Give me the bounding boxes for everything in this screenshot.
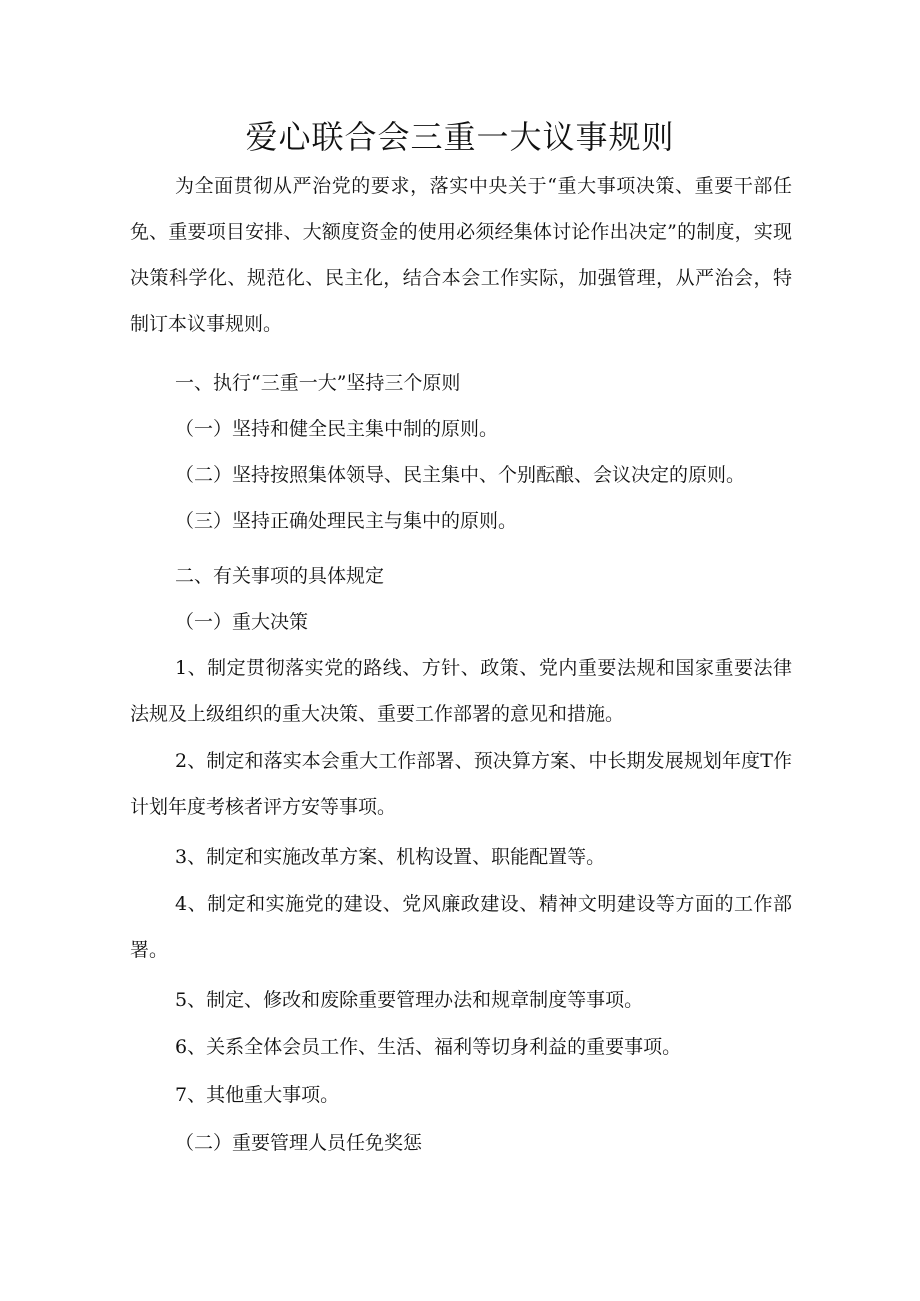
document-title: 爱心联合会三重一大议事规则: [245, 118, 675, 156]
section2-item-3: 3、制定和实施改革方案、机构设置、职能配置等。: [175, 846, 606, 868]
section1-heading: 一、执行“三重一大”坚持三个原则: [175, 372, 461, 394]
intro-paragraph: 为全面贯彻从严治党的要求，落实中央关于“重大事项决策、重要干部任免、重要项目安排、大额度资金的使用必须经集体讨论作出决定”的制度，实现决策科学化、规范化、民主化，结合本会工作实际，加强管理，从严治会，特制订本议事规则。: [130, 175, 792, 335]
section2-item-2: 2、制定和落实本会重大工作部署、预决算方案、中长期发展规划年度T作计划年度考核者评方安等事项。: [130, 750, 792, 818]
section2-item-7: 7、其他重大事项。: [175, 1084, 340, 1106]
section2-item-6: 6、关系全体会员工作、生活、福利等切身利益的重要事项。: [175, 1036, 682, 1058]
section1-item-1: （一）坚持和健全民主集中制的原则。: [175, 418, 499, 440]
section2-heading: 二、有关事项的具体规定: [175, 565, 385, 587]
section2-item-5: 5、制定、修改和废除重要管理办法和规章制度等事项。: [175, 989, 644, 1011]
section2-sub2: （二）重要管理人员任免奖惩: [175, 1132, 423, 1154]
section1-item-2: （二）坚持按照集体领导、民主集中、个别酝酿、会议决定的原则。: [175, 464, 746, 486]
section2-item-1: 1、制定贯彻落实党的路线、方针、政策、党内重要法规和国家重要法律法规及上级组织的重大决策、重要工作部署的意见和措施。: [130, 657, 792, 725]
section1-item-3: （三）坚持正确处理民主与集中的原则。: [175, 510, 518, 532]
section2-item-4: 4、制定和实施党的建设、党风廉政建设、精神文明建设等方面的工作部署。: [130, 893, 792, 961]
section2-sub1: （一）重大决策: [175, 611, 309, 633]
